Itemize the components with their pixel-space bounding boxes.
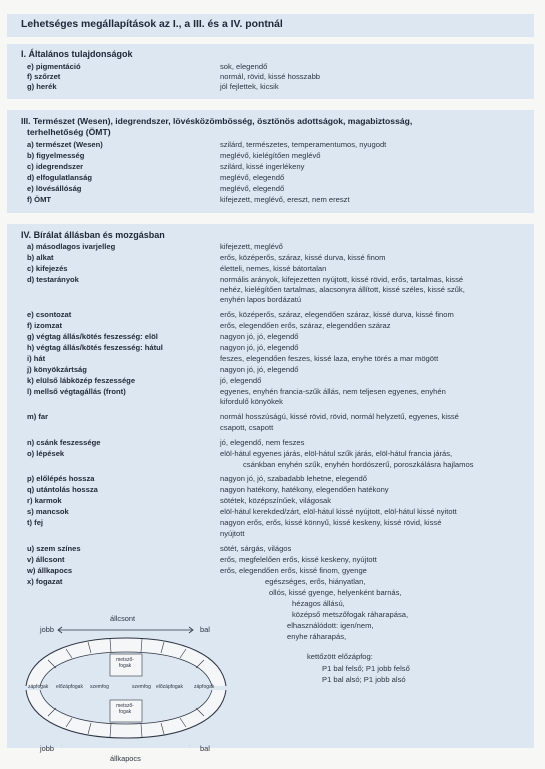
list-item [7, 555, 534, 566]
item-label: d) elfogulatlanság [27, 173, 92, 182]
list-item [7, 577, 534, 588]
item-value: nehéz, kielégítően tartalmas, alacsonyra állított, kissé széles, kissé szűk, [220, 285, 465, 294]
item-label: p) előlépés hossza [27, 474, 95, 483]
list-item [7, 544, 534, 555]
section-heading: IV. Bírálat állásban és mozgásban [21, 230, 165, 240]
item-label: t) fej [27, 518, 44, 527]
item-value: sötét, sárgás, világos [220, 544, 292, 553]
item-value: csapott, csapott [220, 423, 274, 432]
list-item [7, 310, 534, 321]
dentition-line: hézagos állású, [292, 599, 345, 608]
list-item-cont [7, 397, 534, 408]
item-label: d) testarányok [27, 275, 79, 284]
item-value: szilárd, természetes, temperamentumos, nyugodt [220, 140, 387, 149]
dentition-diagram [18, 616, 248, 746]
item-value: jó, elegendő [220, 376, 262, 385]
item-label: e) lövésállóság [27, 184, 82, 193]
item-label: b) figyelmesség [27, 151, 85, 160]
item-label: s) mancsok [27, 507, 69, 516]
list-item [7, 566, 534, 577]
item-value: erős, középerős, száraz, elegendően száraz, kissé durva, kissé finom [220, 310, 454, 319]
list-item-cont [7, 295, 534, 306]
section-temperament [7, 110, 534, 213]
item-value: enyhén lapos bordázatú [220, 295, 302, 304]
diagram-right-bottom: bal [200, 744, 210, 753]
list-item [7, 485, 534, 496]
list-item [7, 162, 534, 173]
list-item [7, 275, 534, 286]
item-value: sötétek, középszínűek, világosak [220, 496, 332, 505]
diagram-bottom-label: állkapocs [110, 754, 141, 763]
list-item [7, 496, 534, 507]
section-heading-cont: terhelhetőség (ÖMT) [27, 127, 111, 137]
diagram-left-top: jobb [40, 625, 54, 634]
list-item-cont [7, 460, 534, 471]
list-item [7, 195, 534, 206]
list-item [7, 242, 534, 253]
page-title: Lehetséges megállapítások az I., a III. és a IV. pontnál [21, 19, 283, 30]
section-general [7, 44, 534, 99]
item-label: f) izomzat [27, 321, 63, 330]
item-value: egyenes, enyhén francia-szűk állás, nem teljesen egyenes, enyhén [220, 387, 446, 396]
item-label: v) állcsont [27, 555, 65, 564]
list-item [7, 438, 534, 449]
item-value: normális arányok, kifejezetten nyújtott, kissé rövid, erős, tartalmas, kissé [220, 275, 464, 284]
list-item [7, 253, 534, 264]
list-item [7, 518, 534, 529]
section-heading: III. Természet (Wesen), idegrendszer, lövésközömbösség, ösztönös adottságok, magabiztosság, [21, 116, 413, 126]
item-value: jó, elegendő, nem feszes [220, 438, 305, 447]
dentition-line: középső metszőfogak ráharapása, [292, 610, 409, 619]
item-label: e) csontozat [27, 310, 72, 319]
item-value: meglévő, elegendő [220, 184, 285, 193]
item-label: g) herék [27, 82, 57, 91]
list-item [7, 173, 534, 184]
item-label: h) végtag állás/kötés feszesség: hátul [27, 343, 163, 352]
item-value: meglévő, kielégítően meglévő [220, 151, 321, 160]
item-label: e) pigmentáció [27, 62, 81, 71]
list-item-cont [7, 529, 534, 540]
dentition-line: elhasználódott: igen/nem, [287, 621, 374, 630]
item-label: n) csánk feszessége [27, 438, 101, 447]
list-item-cont [7, 285, 534, 296]
item-value: elöl-hátul egyenes járás, elöl-hátul szűk járás, elöl-hátul francia járás, [220, 449, 453, 458]
list-item [7, 387, 534, 398]
dentition-line: P1 bal alsó; P1 jobb alsó [322, 675, 406, 684]
item-label: f) szőrzet [27, 72, 61, 81]
diagram-top-label: állcsont [110, 614, 136, 623]
list-item [7, 321, 534, 332]
item-label: a) természet (Wesen) [27, 140, 103, 149]
list-item [7, 151, 534, 162]
item-label: a) másodlagos ivarjelleg [27, 242, 116, 251]
item-value: kifejezett, meglévő [220, 242, 283, 251]
label-canine-right: szemfog [132, 684, 151, 690]
item-label: o) lépések [27, 449, 65, 458]
diagram-right-top: bal [200, 625, 210, 634]
item-label: f) ÖMT [27, 195, 52, 204]
item-value: szilárd, kissé ingerlékeny [220, 162, 305, 171]
list-item [7, 332, 534, 343]
item-label: l) mellső végtagállás (front) [27, 387, 126, 396]
item-value: normál, rövid, kissé hosszabb [220, 72, 321, 81]
item-value: nagyon hatékony, hatékony, elegendően hatékony [220, 485, 389, 494]
list-item [7, 474, 534, 485]
item-value: feszes, elegendően feszes, kissé laza, enyhe törés a mar mögött [220, 354, 439, 363]
dentition-line: P1 bal felső; P1 jobb felső [322, 664, 410, 673]
list-item [7, 365, 534, 376]
item-value: erős, elegendően erős, kissé finom, gyenge [220, 566, 367, 575]
list-item-cont [7, 423, 534, 434]
dentition-line: enyhe ráharapás, [287, 632, 347, 641]
list-item [7, 412, 534, 423]
list-item [7, 343, 534, 354]
list-item [7, 507, 534, 518]
dentition-line: kettőzött előzápfog: [307, 652, 373, 661]
item-value: kifejezett, meglévő, ereszt, nem ereszt [220, 195, 350, 204]
item-value: egészséges, erős, hiányatlan, [265, 577, 366, 586]
item-label: r) karmok [27, 496, 62, 505]
arrow-top [58, 627, 193, 633]
item-label: c) kifejezés [27, 264, 68, 273]
item-value: kifordulő könyökek [220, 397, 283, 406]
item-value: csánkban enyhén szűk, enyhén hordószerű, poroszkálásra hajlamos [243, 460, 474, 469]
item-value: erős, megfelelően erős, kissé keskeny, nyújtott [220, 555, 377, 564]
item-label: m) far [27, 412, 49, 421]
label-incisors-bottom: metsző-fogak [116, 703, 134, 715]
list-item [7, 62, 534, 73]
list-item [7, 140, 534, 151]
item-label: b) alkat [27, 253, 54, 262]
item-label: x) fogazat [27, 577, 63, 586]
list-item [7, 184, 534, 195]
item-label: j) könyökzártság [27, 365, 87, 374]
item-label: k) elülső lábközép feszessége [27, 376, 136, 385]
item-value: meglévő, elegendő [220, 173, 285, 182]
section-heading: I. Általános tulajdonságok [21, 49, 133, 59]
label-premolars-right: előzápfogak [156, 684, 183, 690]
label-incisors-top: metsző-fogak [116, 657, 134, 669]
list-item [7, 354, 534, 365]
item-label: i) hát [27, 354, 46, 363]
item-value: nagyon jó, jó, elegendő [220, 365, 299, 374]
item-value: nagyon jó, jó, elegendő [220, 332, 299, 341]
item-value: nagyon jó, jó, szabadabb lehetne, elegendő [220, 474, 367, 483]
label-molars-left: zápfogak [28, 684, 49, 690]
item-value: elöl-hátul kerekded/zárt, elöl-hátul kissé nyújtott, elöl-hátul kissé nyitott [220, 507, 457, 516]
diagram-left-bottom: jobb [40, 744, 54, 753]
item-value: életteli, nemes, kissé bátortalan [220, 264, 327, 273]
list-item [7, 82, 534, 93]
list-item [7, 72, 534, 83]
label-molars-right: zápfogak [194, 684, 215, 690]
item-value: nyújtott [220, 529, 245, 538]
item-label: q) utántolás hossza [27, 485, 98, 494]
list-item [7, 376, 534, 387]
list-item [7, 264, 534, 275]
item-value: nagyon erős, erős, kissé könnyű, kissé keskeny, kissé rövid, kissé [220, 518, 442, 527]
item-value: erős, elegendően erős, száraz, elegendően száraz [220, 321, 391, 330]
item-value: normál hosszúságú, kissé rövid, rövid, normál helyzetű, egyenes, kissé [220, 412, 459, 421]
item-label: u) szem színes [27, 544, 81, 553]
item-label: g) végtag állás/kötés feszesség: elöl [27, 332, 158, 341]
label-canine-left: szemfog [90, 684, 109, 690]
item-value: jól fejlettek, kicsik [220, 82, 279, 91]
item-label: c) idegrendszer [27, 162, 84, 171]
item-value: nagyon jó, jó, elegendő [220, 343, 299, 352]
label-premolars-left: előzápfogak [56, 684, 83, 690]
title-panel [7, 14, 534, 37]
item-label: w) állkapocs [27, 566, 73, 575]
item-value: sok, elegendő [220, 62, 268, 71]
item-value: erős, középerős, száraz, kissé durva, kissé finom [220, 253, 386, 262]
dentition-line: ollós, kissé gyenge, helyenként barnás, [269, 588, 402, 597]
list-item [7, 449, 534, 460]
